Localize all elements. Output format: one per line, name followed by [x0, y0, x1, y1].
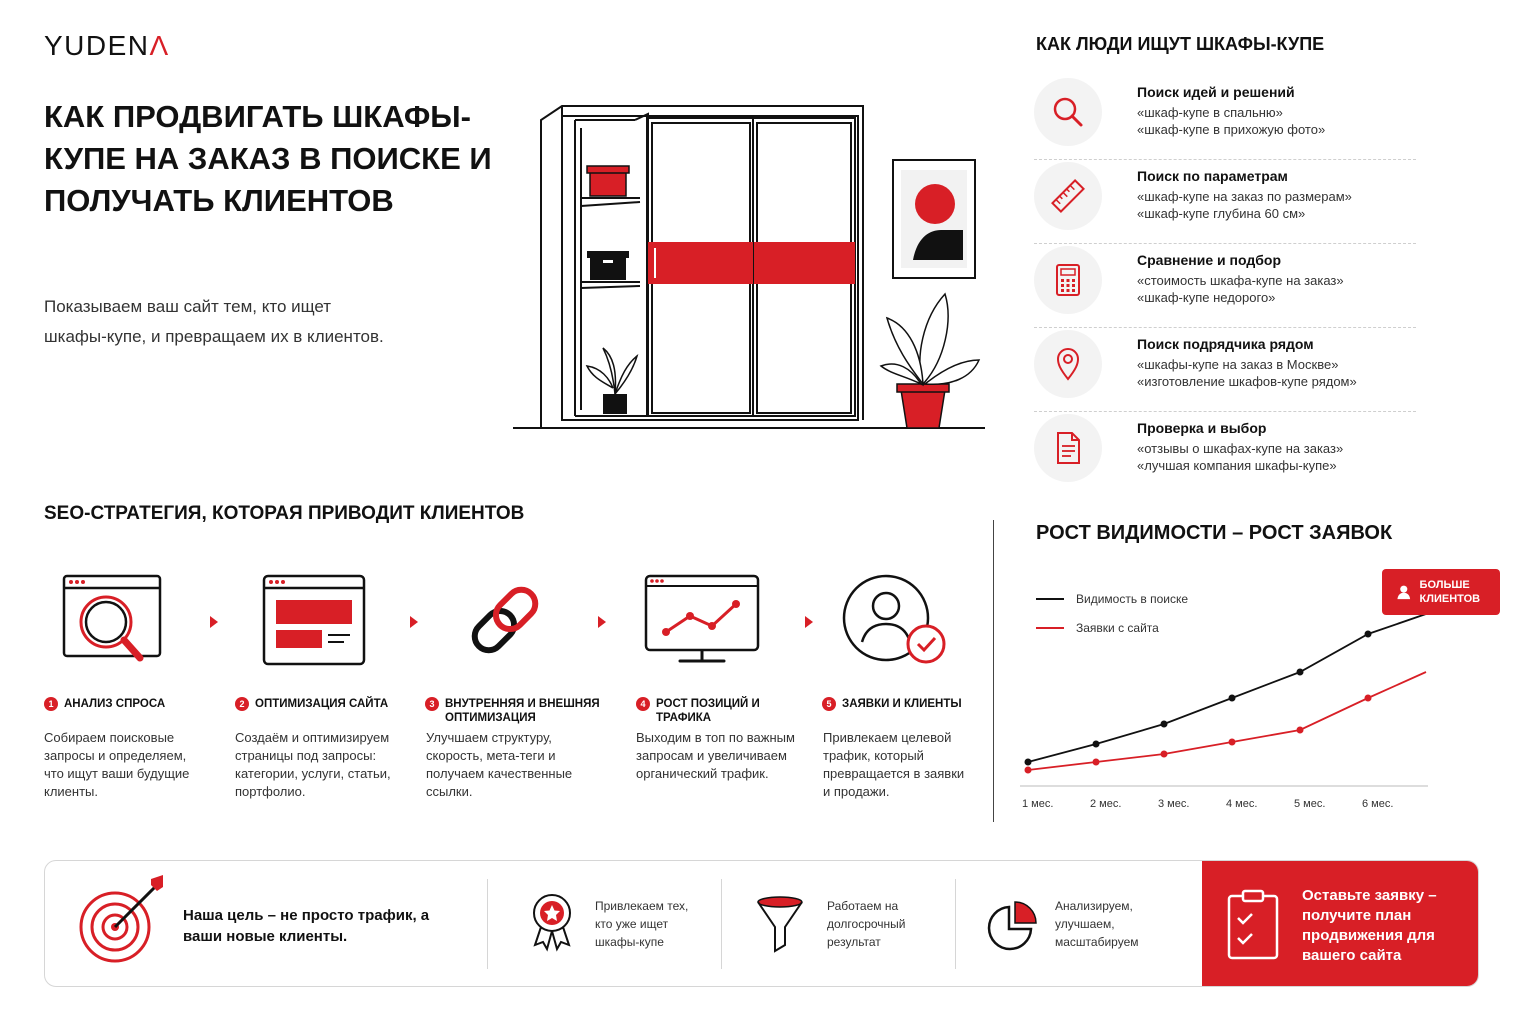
calculator-icon [1034, 246, 1102, 314]
step-description: Привлекаем целевой трафик, который превращается в заявки и продажи. [823, 730, 965, 799]
step-description: Улучшаем структуру, скорость, мета-теги и получаем качественные ссылки. [426, 730, 573, 799]
data-point [1093, 741, 1100, 748]
step-heading [44, 697, 214, 711]
step-number: 5 [822, 697, 836, 711]
magnifier-icon [1034, 78, 1102, 146]
search-item-title: Поиск подрядчика рядом [1137, 336, 1314, 352]
search-query: «стоимость шкафа-купе на заказ» [1137, 273, 1344, 288]
step-title: ОПТИМИЗАЦИЯ САЙТА [255, 698, 389, 710]
search-item-title: Поиск по параметрам [1137, 168, 1288, 184]
list-item [1034, 244, 1416, 328]
search-query: «шкаф-купе в прихожую фото» [1137, 122, 1326, 137]
section-divider [993, 520, 994, 822]
x-tick-label: 6 мес. [1362, 798, 1394, 810]
step-heading [822, 697, 982, 711]
step-description: Выходим в топ по важным запросам и увеличиваем органический трафик. [636, 730, 795, 781]
list-item [1034, 76, 1416, 160]
user-check-icon [840, 572, 950, 673]
divider [955, 879, 956, 969]
wardrobe-illustration [505, 98, 995, 443]
search-item-title: Сравнение и подбор [1137, 252, 1281, 268]
list-item [1034, 412, 1416, 496]
target-icon [71, 871, 171, 976]
step-number: 2 [235, 697, 249, 711]
step-number: 4 [636, 697, 650, 711]
location-pin-icon [1034, 330, 1102, 398]
step-heading [636, 697, 786, 725]
logo-accent: Λ [149, 30, 170, 61]
data-point [1025, 759, 1032, 766]
series-line [1028, 672, 1426, 770]
goal-text: Наша цель – не просто трафик, а ваши новые клиенты. [183, 907, 430, 945]
award-badge-icon [529, 891, 575, 962]
list-item [1034, 328, 1416, 412]
step-title: ВНУТРЕННЯЯ И ВНЕШНЯЯ ОПТИМИЗАЦИЯ [445, 698, 600, 724]
feature-text: Привлекаем тех, кто уже ищет шкафы-купе [595, 899, 689, 949]
search-item-title: Проверка и выбор [1137, 420, 1267, 436]
x-tick-label: 4 мес. [1226, 798, 1258, 810]
data-point [1161, 721, 1168, 728]
line-chart [1000, 560, 1440, 820]
data-point [1229, 695, 1236, 702]
search-query: «шкафы-купе на заказ в Москве» [1137, 357, 1339, 372]
data-point [1093, 759, 1100, 766]
arrow-right-icon [805, 616, 813, 628]
user-icon [1396, 581, 1412, 603]
document-icon [1034, 414, 1102, 482]
arrow-right-icon [598, 616, 606, 628]
legend-label: Видимость в поиске [1076, 592, 1189, 606]
growth-title: РОСТ ВИДИМОСТИ – РОСТ ЗАЯВОК [1036, 522, 1393, 544]
funnel-icon [755, 895, 805, 960]
data-point [1297, 727, 1304, 734]
x-tick-label: 2 мес. [1090, 798, 1122, 810]
step-number: 1 [44, 697, 58, 711]
search-query: «шкаф-купе глубина 60 см» [1137, 206, 1306, 221]
list-item [1034, 160, 1416, 244]
step-number: 3 [425, 697, 439, 711]
seo-section-title: SEO-СТРАТЕГИЯ, КОТОРАЯ ПРИВОДИТ КЛИЕНТОВ [44, 503, 525, 524]
feature-text: Анализируем, улучшаем, масштабируем [1055, 899, 1139, 949]
divider [487, 879, 488, 969]
feature-text: Работаем на долгосрочный результат [827, 899, 906, 949]
step-description: Собираем поисковые запросы и определяем, что ищут ваши будущие клиенты. [44, 730, 190, 799]
x-tick-label: 1 мес. [1022, 798, 1054, 810]
hero-subtitle: Показываем ваш сайт тем, кто ищет шкафы-купе, и превращаем их в клиентов. [44, 297, 384, 346]
badge-label: БОЛЬШЕ КЛИЕНТОВ [1419, 579, 1481, 605]
footer-panel [44, 860, 1479, 987]
search-list [1034, 76, 1416, 496]
search-query: «лучшая компания шкафы-купе» [1137, 458, 1337, 473]
search-section-title: КАК ЛЮДИ ИЩУТ ШКАФЫ-КУПЕ [1036, 34, 1325, 54]
arrow-right-icon [410, 616, 418, 628]
more-clients-badge [1382, 569, 1500, 615]
step-heading [235, 697, 415, 711]
x-tick-label: 3 мес. [1158, 798, 1190, 810]
page-title: КАК ПРОДВИГАТЬ ШКАФЫ-КУПЕ НА ЗАКАЗ В ПОИСКЕ И ПОЛУЧАТЬ КЛИЕНТОВ [44, 99, 492, 218]
search-item-title: Поиск идей и решений [1137, 84, 1295, 100]
cta-button[interactable] [1202, 860, 1479, 987]
step-title: РОСТ ПОЗИЦИЙ И ТРАФИКА [656, 698, 760, 724]
logo [44, 30, 170, 62]
step-description: Создаём и оптимизируем страницы под запросы: категории, услуги, статьи, портфолио. [235, 730, 391, 799]
step-title: АНАЛИЗ СПРОСА [64, 698, 166, 710]
search-query: «шкаф-купе недорого» [1137, 290, 1276, 305]
data-point [1365, 695, 1372, 702]
ruler-icon [1034, 162, 1102, 230]
browser-search-icon [62, 572, 164, 673]
data-point [1297, 669, 1304, 676]
step-title: ЗАЯВКИ И КЛИЕНТЫ [842, 698, 962, 710]
data-point [1025, 767, 1032, 774]
search-query: «шкаф-купе на заказ по размерам» [1137, 189, 1352, 204]
step-heading [425, 697, 610, 725]
search-query: «отзывы о шкафах-купе на заказ» [1137, 441, 1344, 456]
arrow-right-icon [210, 616, 218, 628]
legend-label: Заявки с сайта [1076, 621, 1159, 635]
browser-layout-icon [262, 572, 366, 673]
clipboard-check-icon [1226, 888, 1280, 965]
data-point [1161, 751, 1168, 758]
monitor-chart-icon [644, 572, 760, 673]
logo-text: YUDEN [44, 30, 150, 61]
search-query: «изготовление шкафов-купе рядом» [1137, 374, 1357, 389]
x-tick-label: 5 мес. [1294, 798, 1326, 810]
data-point [1365, 631, 1372, 638]
pie-chart-icon [985, 899, 1039, 958]
chain-link-icon [460, 572, 550, 673]
growth-chart [1000, 560, 1440, 825]
divider [721, 879, 722, 969]
data-point [1229, 739, 1236, 746]
cta-label: Оставьте заявку – получите план продвижения для вашего сайта [1302, 887, 1437, 964]
search-query: «шкаф-купе в спальню» [1137, 105, 1283, 120]
